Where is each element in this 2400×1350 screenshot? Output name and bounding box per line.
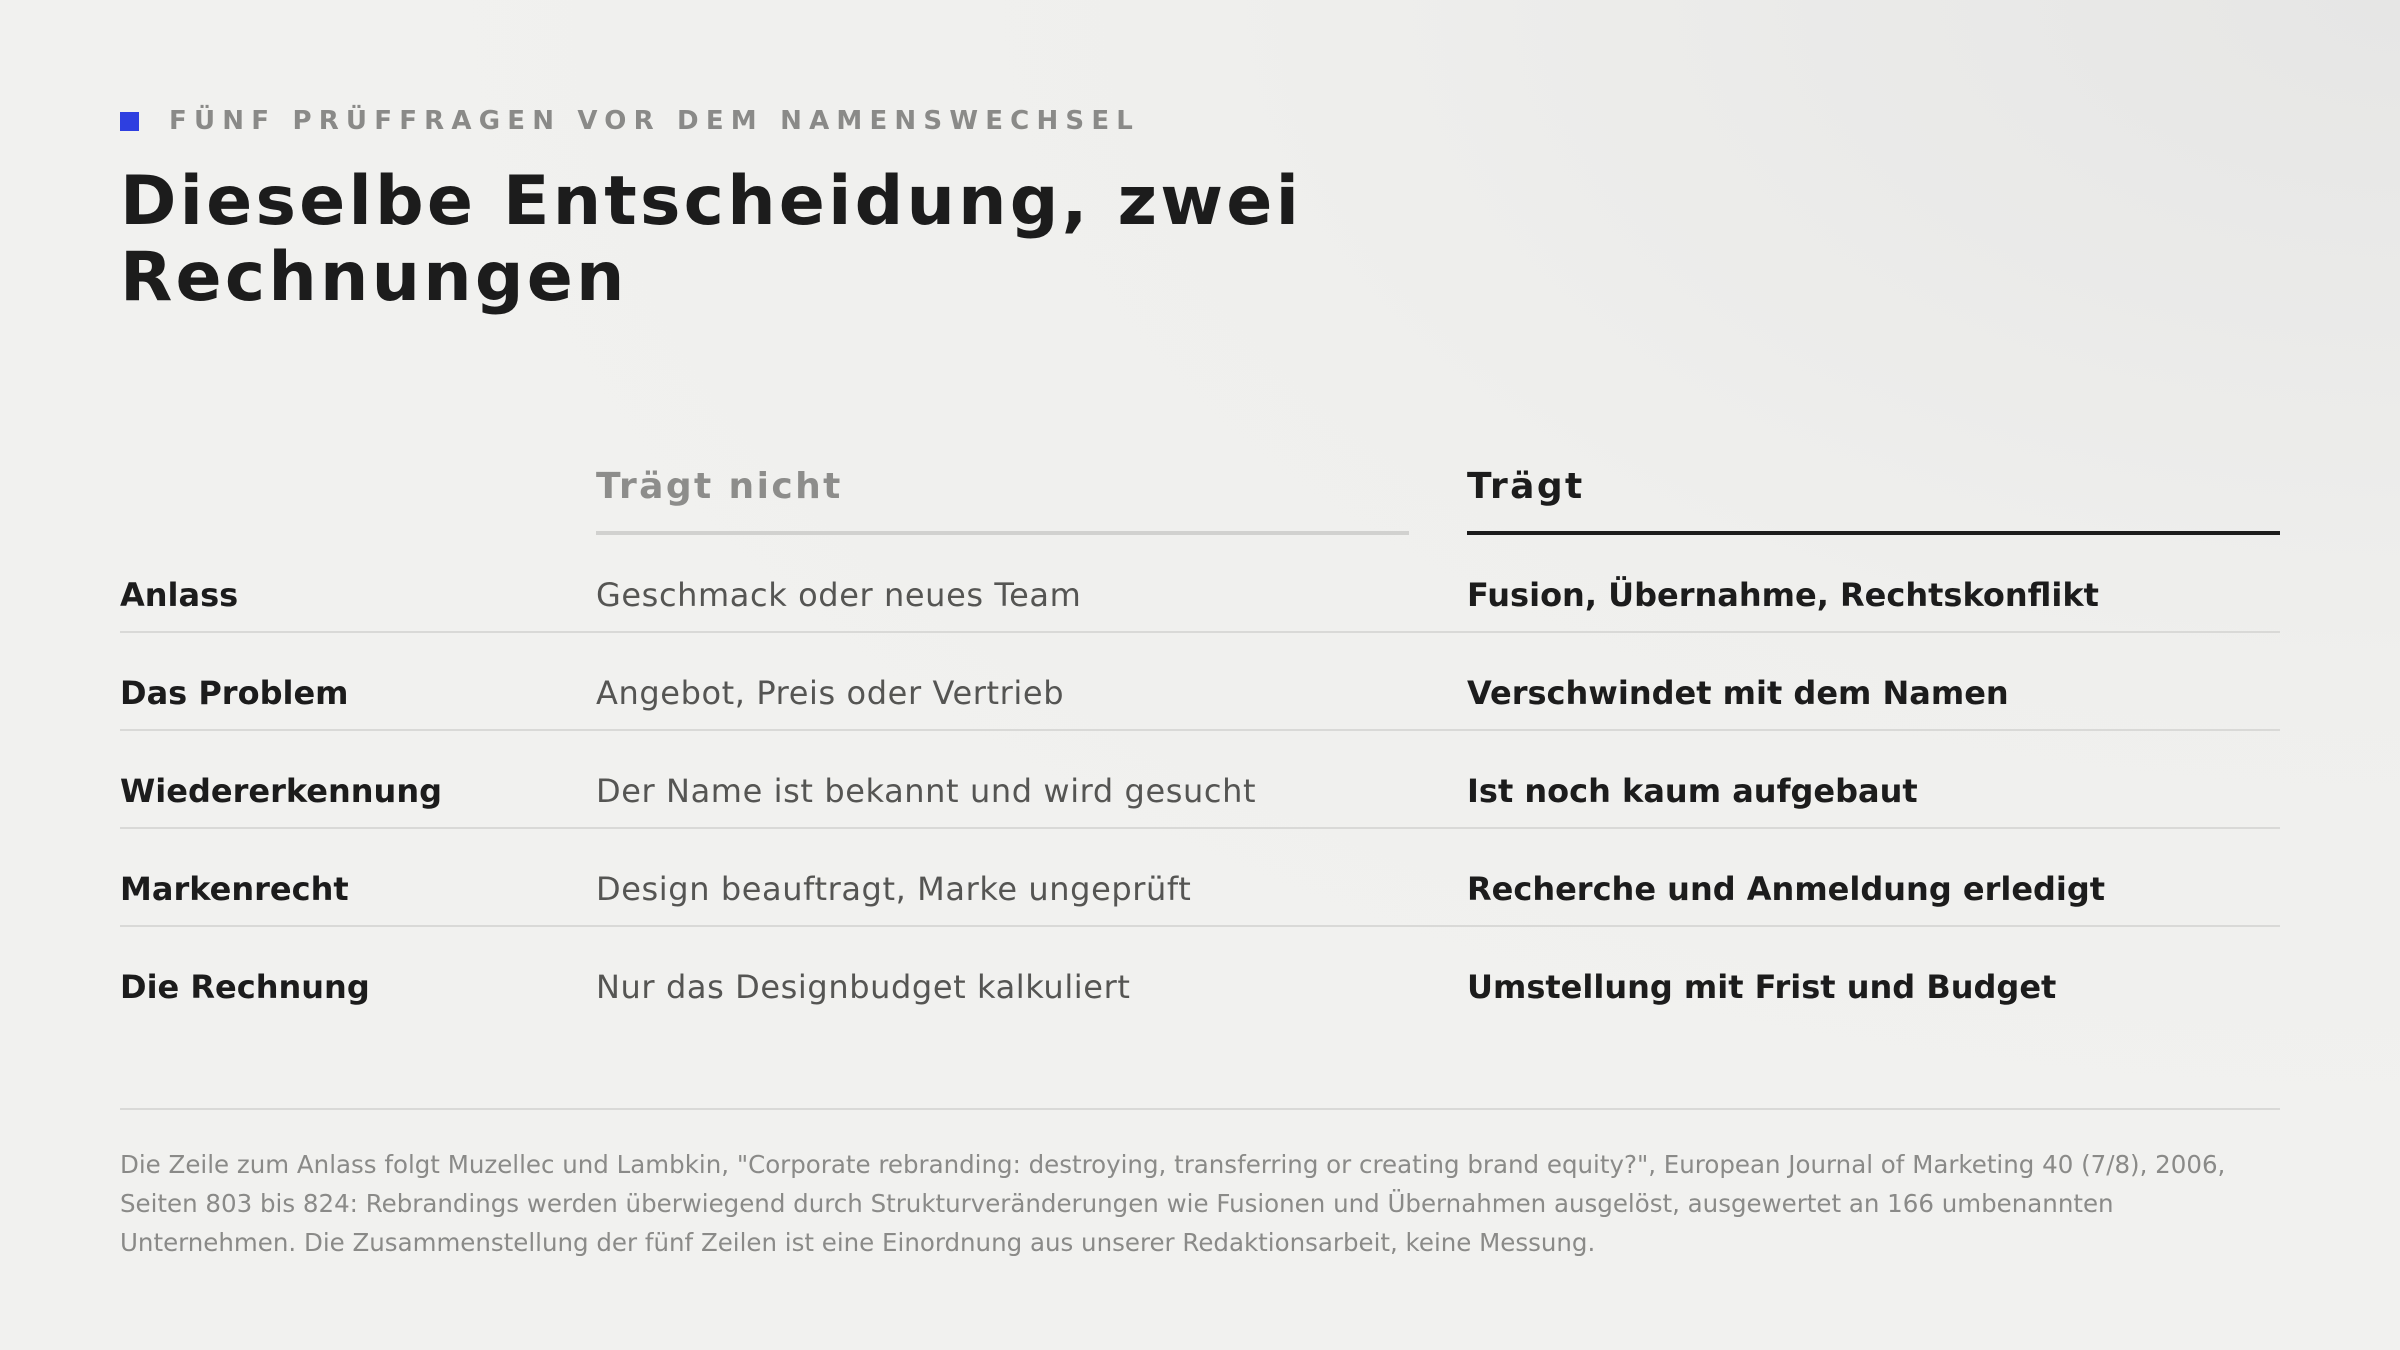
row-label: Anlass (120, 576, 239, 614)
cell-positive: Ist noch kaum aufgebaut (1467, 772, 1918, 810)
cell-negative: Angebot, Preis oder Vertrieb (596, 674, 1065, 712)
kicker-text: FÜNF PRÜFFRAGEN VOR DEM NAMENSWECHSEL (169, 106, 1141, 136)
table-row (120, 829, 2280, 927)
page-title: Dieselbe Entscheidung, zwei Rechnungen (120, 162, 1303, 317)
column-header-positive: Trägt (1467, 466, 1585, 507)
accent-square-icon (120, 112, 139, 131)
cell-negative: Nur das Designbudget kalkuliert (596, 968, 1131, 1006)
slide (120, 0, 2280, 1350)
row-label: Das Problem (120, 674, 349, 712)
row-label: Markenrecht (120, 870, 349, 908)
row-label: Wiedererkennung (120, 772, 442, 810)
cell-negative: Der Name ist bekannt und wird gesucht (596, 772, 1257, 810)
footnote-divider (120, 1108, 2280, 1110)
cell-positive: Umstellung mit Frist und Budget (1467, 968, 2057, 1006)
table-row (120, 633, 2280, 731)
cell-negative: Geschmack oder neues Team (596, 576, 1082, 614)
table-row (120, 535, 2280, 633)
table-row (120, 731, 2280, 829)
row-label: Die Rechnung (120, 968, 370, 1006)
cell-negative: Design beauftragt, Marke ungeprüft (596, 870, 1192, 908)
footnote: Die Zeile zum Anlass folgt Muzellec und Lambkin, "Corporate rebranding: destroying, transferring or creating brand equity?", European Journal of Marketing 40 (7/8), 2006, Seiten 803 bis 824: Rebrandings werden überwiegend durch Strukturveränderungen wie Fusionen und Übernahmen ausgelöst, ausgewertet an 166 umbenannten Unternehmen. Die Zusammenstellung der fünf Zeilen ist eine Einordnung aus unserer Redaktionsarbeit, keine Messung. (120, 1150, 2226, 1257)
comparison-table (120, 535, 2280, 1023)
kicker (120, 106, 1140, 136)
cell-positive: Verschwindet mit dem Namen (1467, 674, 2009, 712)
table-row (120, 927, 2280, 1023)
cell-positive: Recherche und Anmeldung erledigt (1467, 870, 2106, 908)
column-header-negative: Trägt nicht (596, 466, 843, 507)
cell-positive: Fusion, Übernahme, Rechtskonflikt (1467, 576, 2099, 614)
